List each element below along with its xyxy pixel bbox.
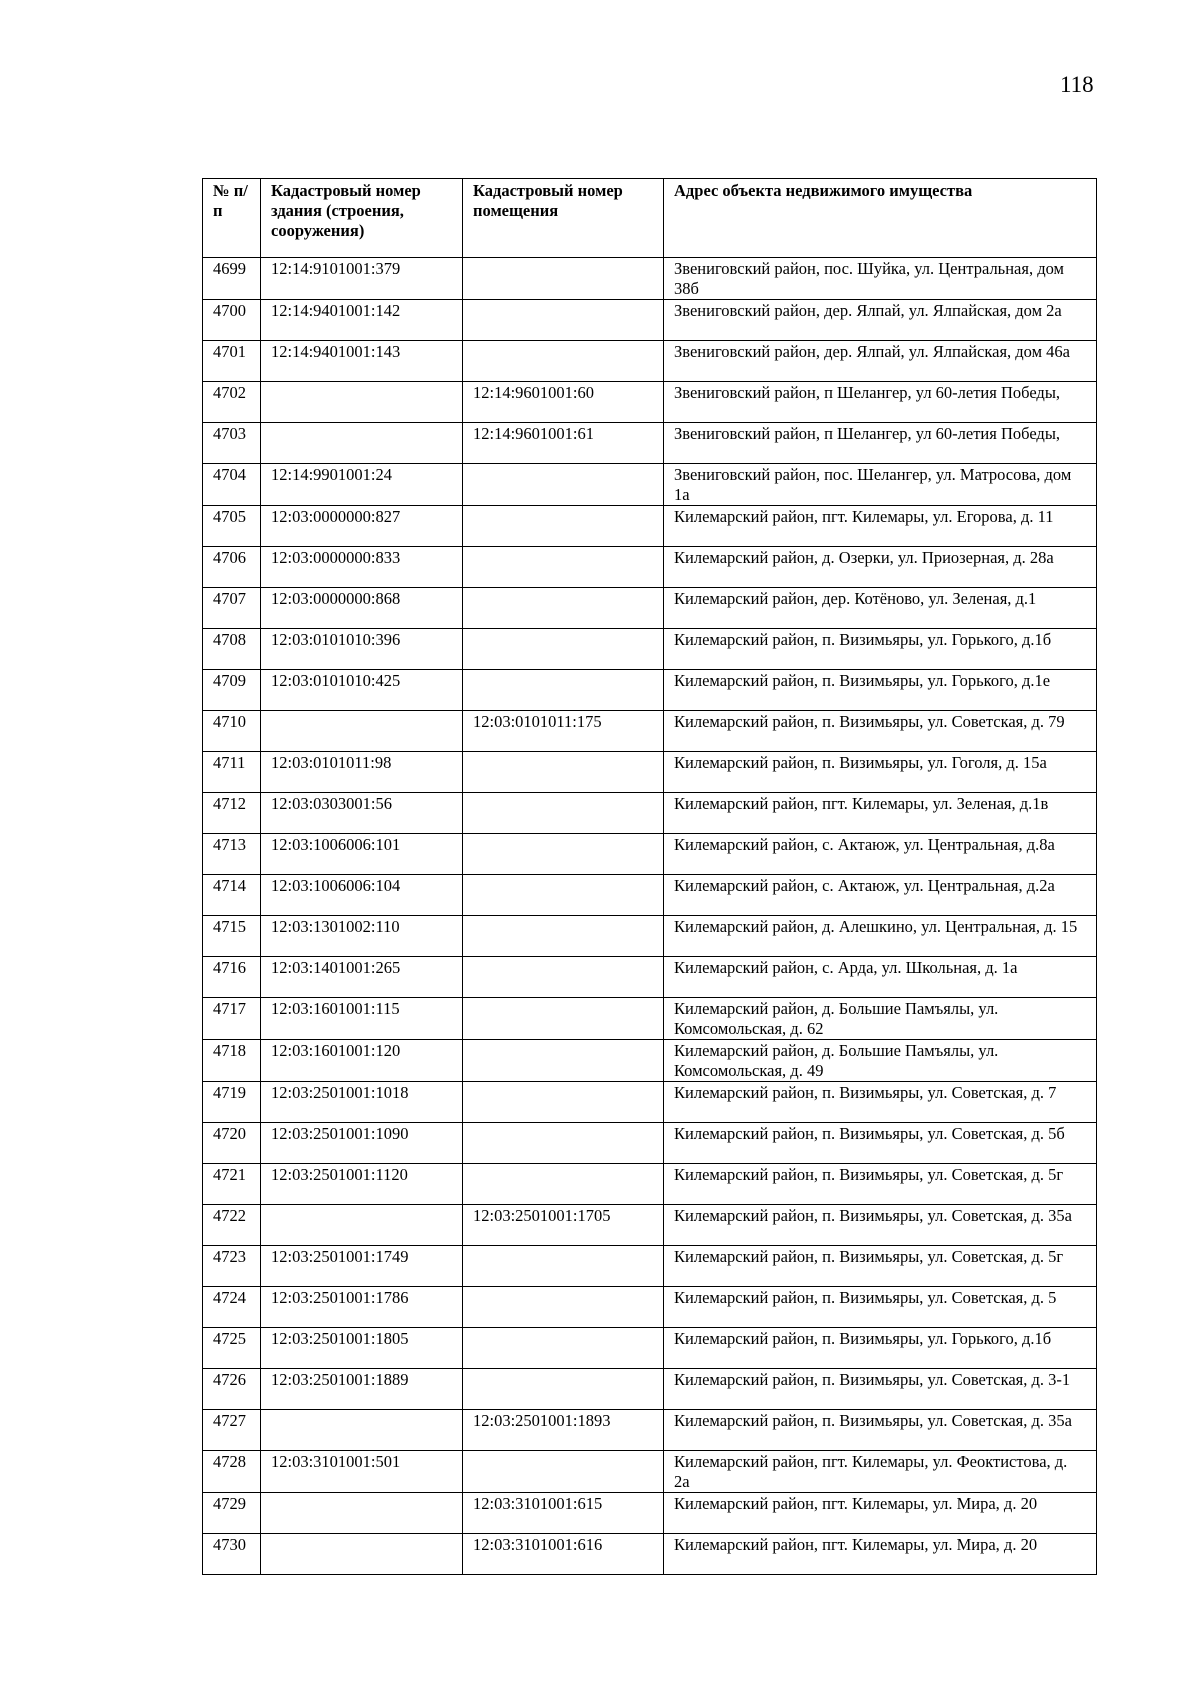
cell-premise-cadastral-number — [463, 1328, 664, 1369]
cell-row-number: 4714 — [203, 875, 261, 916]
cell-building-cadastral-number: 12:03:0303001:56 — [261, 793, 463, 834]
cell-row-number: 4723 — [203, 1246, 261, 1287]
cell-address: Килемарский район, п. Визимьяры, ул. Советская, д. 35а — [664, 1205, 1097, 1246]
cell-building-cadastral-number: 12:03:2501001:1805 — [261, 1328, 463, 1369]
cell-premise-cadastral-number — [463, 752, 664, 793]
cell-row-number: 4721 — [203, 1164, 261, 1205]
table-row — [203, 341, 1097, 382]
cell-building-cadastral-number — [261, 711, 463, 752]
cell-address: Килемарский район, с. Актаюж, ул. Центральная, д.8а — [664, 834, 1097, 875]
cell-premise-cadastral-number — [463, 793, 664, 834]
cell-building-cadastral-number: 12:03:0101011:98 — [261, 752, 463, 793]
cell-building-cadastral-number: 12:03:2501001:1786 — [261, 1287, 463, 1328]
cell-row-number: 4719 — [203, 1082, 261, 1123]
property-registry-table — [202, 178, 1097, 1575]
table-row — [203, 957, 1097, 998]
table-row — [203, 1123, 1097, 1164]
cell-row-number: 4722 — [203, 1205, 261, 1246]
cell-building-cadastral-number — [261, 1534, 463, 1575]
page-number: 118 — [1060, 72, 1094, 97]
cell-row-number: 4710 — [203, 711, 261, 752]
table-row — [203, 588, 1097, 629]
cell-premise-cadastral-number — [463, 916, 664, 957]
cell-building-cadastral-number: 12:03:0000000:827 — [261, 506, 463, 547]
table-row — [203, 464, 1097, 506]
cell-building-cadastral-number: 12:03:0000000:833 — [261, 547, 463, 588]
table-row — [203, 1040, 1097, 1082]
cell-premise-cadastral-number — [463, 464, 664, 506]
cell-row-number: 4707 — [203, 588, 261, 629]
table-row — [203, 1493, 1097, 1534]
cell-address: Килемарский район, п. Визимьяры, ул. Советская, д. 5г — [664, 1246, 1097, 1287]
cell-address: Килемарский район, пгт. Килемары, ул. Зеленая, д.1в — [664, 793, 1097, 834]
header-address: Адрес объекта недвижимого имущества — [664, 179, 1097, 258]
table-row — [203, 629, 1097, 670]
table-row — [203, 423, 1097, 464]
cell-row-number: 4705 — [203, 506, 261, 547]
cell-building-cadastral-number — [261, 382, 463, 423]
cell-row-number: 4715 — [203, 916, 261, 957]
cell-row-number: 4718 — [203, 1040, 261, 1082]
table-row — [203, 300, 1097, 341]
cell-premise-cadastral-number — [463, 1123, 664, 1164]
cell-row-number: 4708 — [203, 629, 261, 670]
cell-address: Килемарский район, п. Визимьяры, ул. Советская, д. 3-1 — [664, 1369, 1097, 1410]
cell-premise-cadastral-number — [463, 1451, 664, 1493]
cell-address: Килемарский район, пгт. Килемары, ул. Мира, д. 20 — [664, 1534, 1097, 1575]
cell-row-number: 4720 — [203, 1123, 261, 1164]
table-row — [203, 834, 1097, 875]
cell-address: Килемарский район, п. Визимьяры, ул. Горького, д.1б — [664, 629, 1097, 670]
cell-row-number: 4704 — [203, 464, 261, 506]
cell-building-cadastral-number: 12:14:9101001:379 — [261, 258, 463, 300]
table-row — [203, 1410, 1097, 1451]
table-row — [203, 1205, 1097, 1246]
table-row — [203, 875, 1097, 916]
cell-premise-cadastral-number — [463, 258, 664, 300]
header-premise-cadastral-number: Кадастровый номер помещения — [463, 179, 664, 258]
cell-building-cadastral-number: 12:03:0101010:425 — [261, 670, 463, 711]
cell-building-cadastral-number: 12:03:1301002:110 — [261, 916, 463, 957]
cell-address: Килемарский район, д. Алешкино, ул. Центральная, д. 15 — [664, 916, 1097, 957]
cell-building-cadastral-number — [261, 1205, 463, 1246]
cell-address: Килемарский район, пгт. Килемары, ул. Феоктистова, д. 2а — [664, 1451, 1097, 1493]
cell-building-cadastral-number: 12:14:9901001:24 — [261, 464, 463, 506]
cell-address: Килемарский район, п. Визимьяры, ул. Советская, д. 5г — [664, 1164, 1097, 1205]
cell-row-number: 4713 — [203, 834, 261, 875]
cell-row-number: 4701 — [203, 341, 261, 382]
cell-address: Килемарский район, с. Актаюж, ул. Центральная, д.2а — [664, 875, 1097, 916]
cell-row-number: 4725 — [203, 1328, 261, 1369]
cell-row-number: 4709 — [203, 670, 261, 711]
cell-building-cadastral-number: 12:03:2501001:1889 — [261, 1369, 463, 1410]
cell-premise-cadastral-number — [463, 957, 664, 998]
table-row — [203, 793, 1097, 834]
cell-row-number: 4703 — [203, 423, 261, 464]
cell-premise-cadastral-number — [463, 341, 664, 382]
cell-address: Килемарский район, п. Визимьяры, ул. Советская, д. 35а — [664, 1410, 1097, 1451]
cell-building-cadastral-number: 12:03:3101001:501 — [261, 1451, 463, 1493]
cell-building-cadastral-number — [261, 1493, 463, 1534]
cell-premise-cadastral-number — [463, 629, 664, 670]
cell-building-cadastral-number: 12:03:1601001:115 — [261, 998, 463, 1040]
cell-premise-cadastral-number — [463, 1040, 664, 1082]
cell-building-cadastral-number: 12:03:2501001:1090 — [261, 1123, 463, 1164]
cell-row-number: 4712 — [203, 793, 261, 834]
cell-premise-cadastral-number — [463, 998, 664, 1040]
table-row — [203, 1451, 1097, 1493]
cell-address: Звениговский район, пос. Шелангер, ул. Матросова, дом 1а — [664, 464, 1097, 506]
cell-row-number: 4711 — [203, 752, 261, 793]
cell-premise-cadastral-number — [463, 506, 664, 547]
cell-address: Килемарский район, пгт. Килемары, ул. Егорова, д. 11 — [664, 506, 1097, 547]
cell-address: Килемарский район, пгт. Килемары, ул. Мира, д. 20 — [664, 1493, 1097, 1534]
cell-building-cadastral-number: 12:03:2501001:1120 — [261, 1164, 463, 1205]
cell-building-cadastral-number: 12:03:2501001:1749 — [261, 1246, 463, 1287]
table-row — [203, 1534, 1097, 1575]
cell-premise-cadastral-number: 12:03:0101011:175 — [463, 711, 664, 752]
table-row — [203, 547, 1097, 588]
table-row — [203, 1164, 1097, 1205]
cell-address: Килемарский район, с. Арда, ул. Школьная, д. 1а — [664, 957, 1097, 998]
cell-row-number: 4717 — [203, 998, 261, 1040]
table-header-row — [203, 179, 1097, 258]
cell-address: Килемарский район, п. Визимьяры, ул. Советская, д. 7 — [664, 1082, 1097, 1123]
cell-building-cadastral-number: 12:14:9401001:142 — [261, 300, 463, 341]
table-row — [203, 1287, 1097, 1328]
cell-premise-cadastral-number: 12:03:2501001:1893 — [463, 1410, 664, 1451]
cell-building-cadastral-number: 12:03:1006006:101 — [261, 834, 463, 875]
cell-row-number: 4699 — [203, 258, 261, 300]
table-row — [203, 1328, 1097, 1369]
cell-premise-cadastral-number: 12:03:3101001:616 — [463, 1534, 664, 1575]
cell-premise-cadastral-number — [463, 1369, 664, 1410]
cell-building-cadastral-number: 12:03:1601001:120 — [261, 1040, 463, 1082]
cell-address: Звениговский район, п Шелангер, ул 60-летия Победы, — [664, 423, 1097, 464]
cell-address: Килемарский район, д. Озерки, ул. Приозерная, д. 28а — [664, 547, 1097, 588]
table-row — [203, 998, 1097, 1040]
cell-building-cadastral-number — [261, 423, 463, 464]
cell-premise-cadastral-number — [463, 547, 664, 588]
cell-building-cadastral-number — [261, 1410, 463, 1451]
cell-building-cadastral-number: 12:03:0000000:868 — [261, 588, 463, 629]
cell-premise-cadastral-number — [463, 670, 664, 711]
cell-premise-cadastral-number — [463, 875, 664, 916]
table-row — [203, 916, 1097, 957]
table-row — [203, 752, 1097, 793]
cell-building-cadastral-number: 12:03:1401001:265 — [261, 957, 463, 998]
cell-premise-cadastral-number — [463, 300, 664, 341]
table-row — [203, 711, 1097, 752]
cell-premise-cadastral-number — [463, 834, 664, 875]
cell-premise-cadastral-number: 12:14:9601001:60 — [463, 382, 664, 423]
cell-premise-cadastral-number — [463, 588, 664, 629]
cell-address: Килемарский район, п. Визимьяры, ул. Гоголя, д. 15а — [664, 752, 1097, 793]
cell-address: Звениговский район, пос. Шуйка, ул. Центральная, дом 38б — [664, 258, 1097, 300]
cell-address: Килемарский район, п. Визимьяры, ул. Горького, д.1е — [664, 670, 1097, 711]
cell-premise-cadastral-number — [463, 1082, 664, 1123]
cell-building-cadastral-number: 12:03:0101010:396 — [261, 629, 463, 670]
cell-premise-cadastral-number: 12:03:3101001:615 — [463, 1493, 664, 1534]
cell-premise-cadastral-number: 12:03:2501001:1705 — [463, 1205, 664, 1246]
cell-building-cadastral-number: 12:14:9401001:143 — [261, 341, 463, 382]
cell-premise-cadastral-number — [463, 1287, 664, 1328]
cell-address: Килемарский район, д. Большие Памъялы, ул. Комсомольская, д. 62 — [664, 998, 1097, 1040]
table-row — [203, 1369, 1097, 1410]
cell-premise-cadastral-number — [463, 1246, 664, 1287]
cell-address: Килемарский район, п. Визимьяры, ул. Горького, д.1б — [664, 1328, 1097, 1369]
cell-row-number: 4729 — [203, 1493, 261, 1534]
header-building-cadastral-number: Кадастровый номер здания (строения, сооружения) — [261, 179, 463, 258]
cell-address: Килемарский район, п. Визимьяры, ул. Советская, д. 5б — [664, 1123, 1097, 1164]
cell-address: Килемарский район, дер. Котёново, ул. Зеленая, д.1 — [664, 588, 1097, 629]
cell-row-number: 4724 — [203, 1287, 261, 1328]
cell-row-number: 4716 — [203, 957, 261, 998]
table-row — [203, 382, 1097, 423]
cell-address: Звениговский район, дер. Ялпай, ул. Ялпайская, дом 2а — [664, 300, 1097, 341]
header-row-number: № п/п — [203, 179, 261, 258]
cell-premise-cadastral-number — [463, 1164, 664, 1205]
cell-row-number: 4706 — [203, 547, 261, 588]
cell-address: Килемарский район, д. Большие Памъялы, ул. Комсомольская, д. 49 — [664, 1040, 1097, 1082]
table-row — [203, 670, 1097, 711]
cell-address: Звениговский район, п Шелангер, ул 60-летия Победы, — [664, 382, 1097, 423]
cell-row-number: 4730 — [203, 1534, 261, 1575]
cell-address: Звениговский район, дер. Ялпай, ул. Ялпайская, дом 46а — [664, 341, 1097, 382]
table-row — [203, 506, 1097, 547]
cell-building-cadastral-number: 12:03:2501001:1018 — [261, 1082, 463, 1123]
table-row — [203, 258, 1097, 300]
cell-address: Килемарский район, п. Визимьяры, ул. Советская, д. 5 — [664, 1287, 1097, 1328]
cell-row-number: 4700 — [203, 300, 261, 341]
cell-row-number: 4727 — [203, 1410, 261, 1451]
table-row — [203, 1082, 1097, 1123]
cell-row-number: 4702 — [203, 382, 261, 423]
cell-address: Килемарский район, п. Визимьяры, ул. Советская, д. 79 — [664, 711, 1097, 752]
table-row — [203, 1246, 1097, 1287]
cell-row-number: 4728 — [203, 1451, 261, 1493]
cell-building-cadastral-number: 12:03:1006006:104 — [261, 875, 463, 916]
cell-premise-cadastral-number: 12:14:9601001:61 — [463, 423, 664, 464]
cell-row-number: 4726 — [203, 1369, 261, 1410]
